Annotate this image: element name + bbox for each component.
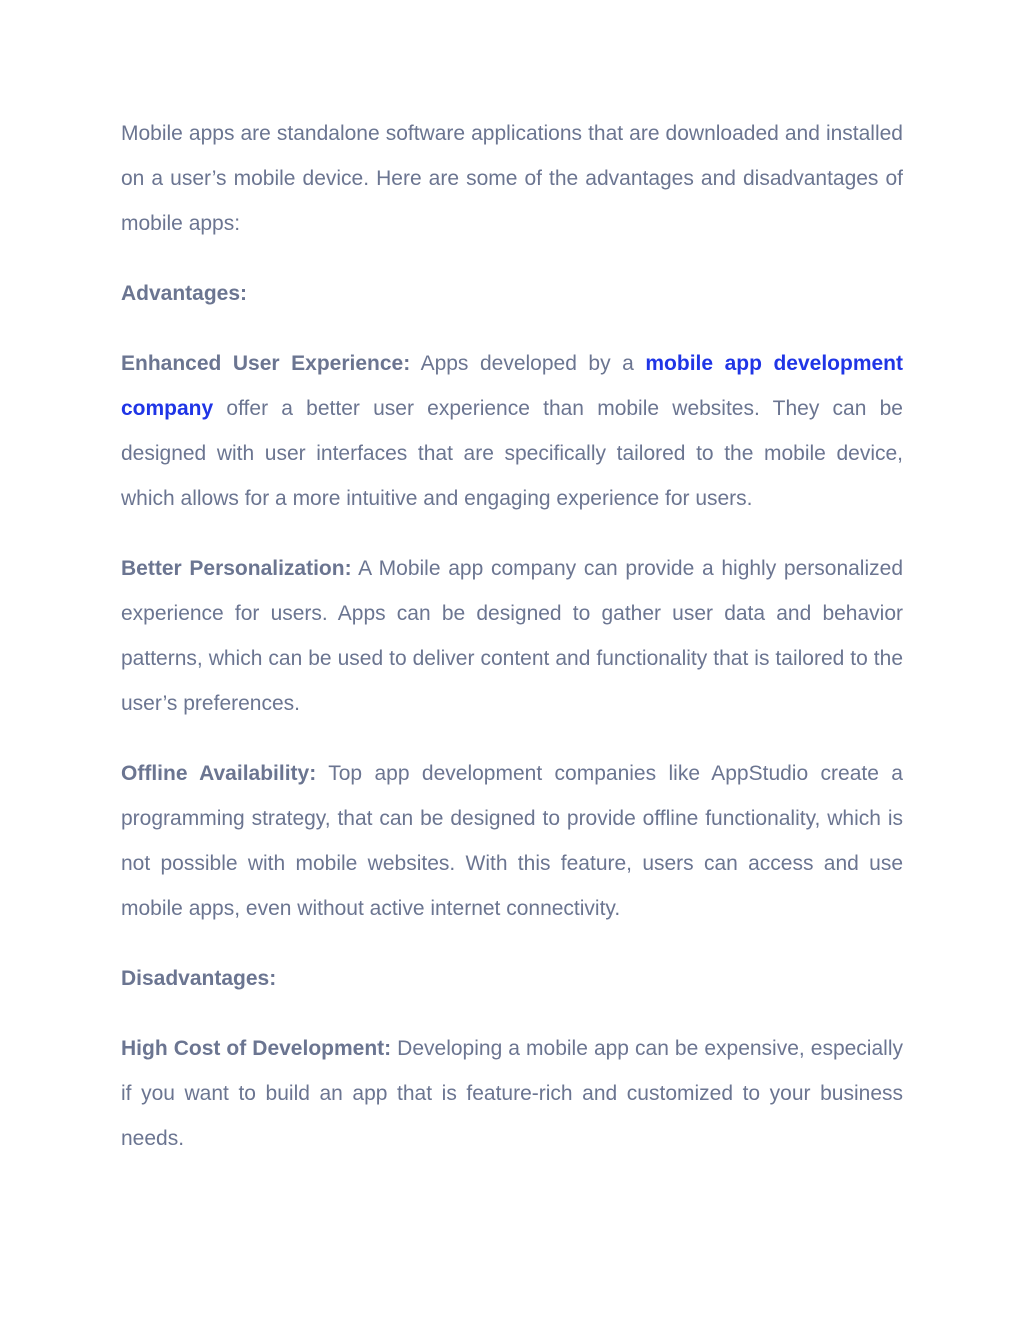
offline-label: Offline Availability: [121,762,317,785]
ux-paragraph [121,341,903,521]
intro-paragraph: Mobile apps are standalone software applications that are downloaded and installed on a user’s mobile device. Here are some of the advantages and disadvantages of mobile apps: [121,122,903,235]
ux-text-before: Apps developed by a [410,352,646,375]
cost-text: Developing a mobile app can be expensive, especially if you want to build an app that is feature-rich and customized to your business needs. [121,1037,903,1150]
document-page [121,111,903,1186]
ux-text-after: offer a better user experience than mobile websites. They can be designed with user interfaces that are specifically tailored to the mobile device, which allows for a more intuitive and engaging experience for users. [121,397,903,510]
cost-label: High Cost of Development: [121,1037,392,1060]
personalization-paragraph [121,546,903,726]
advantages-heading: Advantages: [121,282,248,305]
mobile-app-development-company-link[interactable]: mobile app development company [121,352,903,420]
personalization-text: A Mobile app company can provide a highly personalized experience for users. Apps can be designed to gather user data and behavior patterns, which can be used to deliver content and functionality that is tailored to the user’s preferences. [121,557,903,715]
cost-paragraph [121,1026,903,1161]
disadvantages-heading: Disadvantages: [121,967,277,990]
ux-label: Enhanced User Experience: [121,352,411,375]
offline-paragraph [121,751,903,931]
offline-text: Top app development companies like AppStudio create a programming strategy, that can be designed to provide offline functionality, which is not possible with mobile websites. With this feature, users can access and use mobile apps, even without active internet connectivity. [121,762,903,920]
personalization-label: Better Personalization: [121,557,352,580]
